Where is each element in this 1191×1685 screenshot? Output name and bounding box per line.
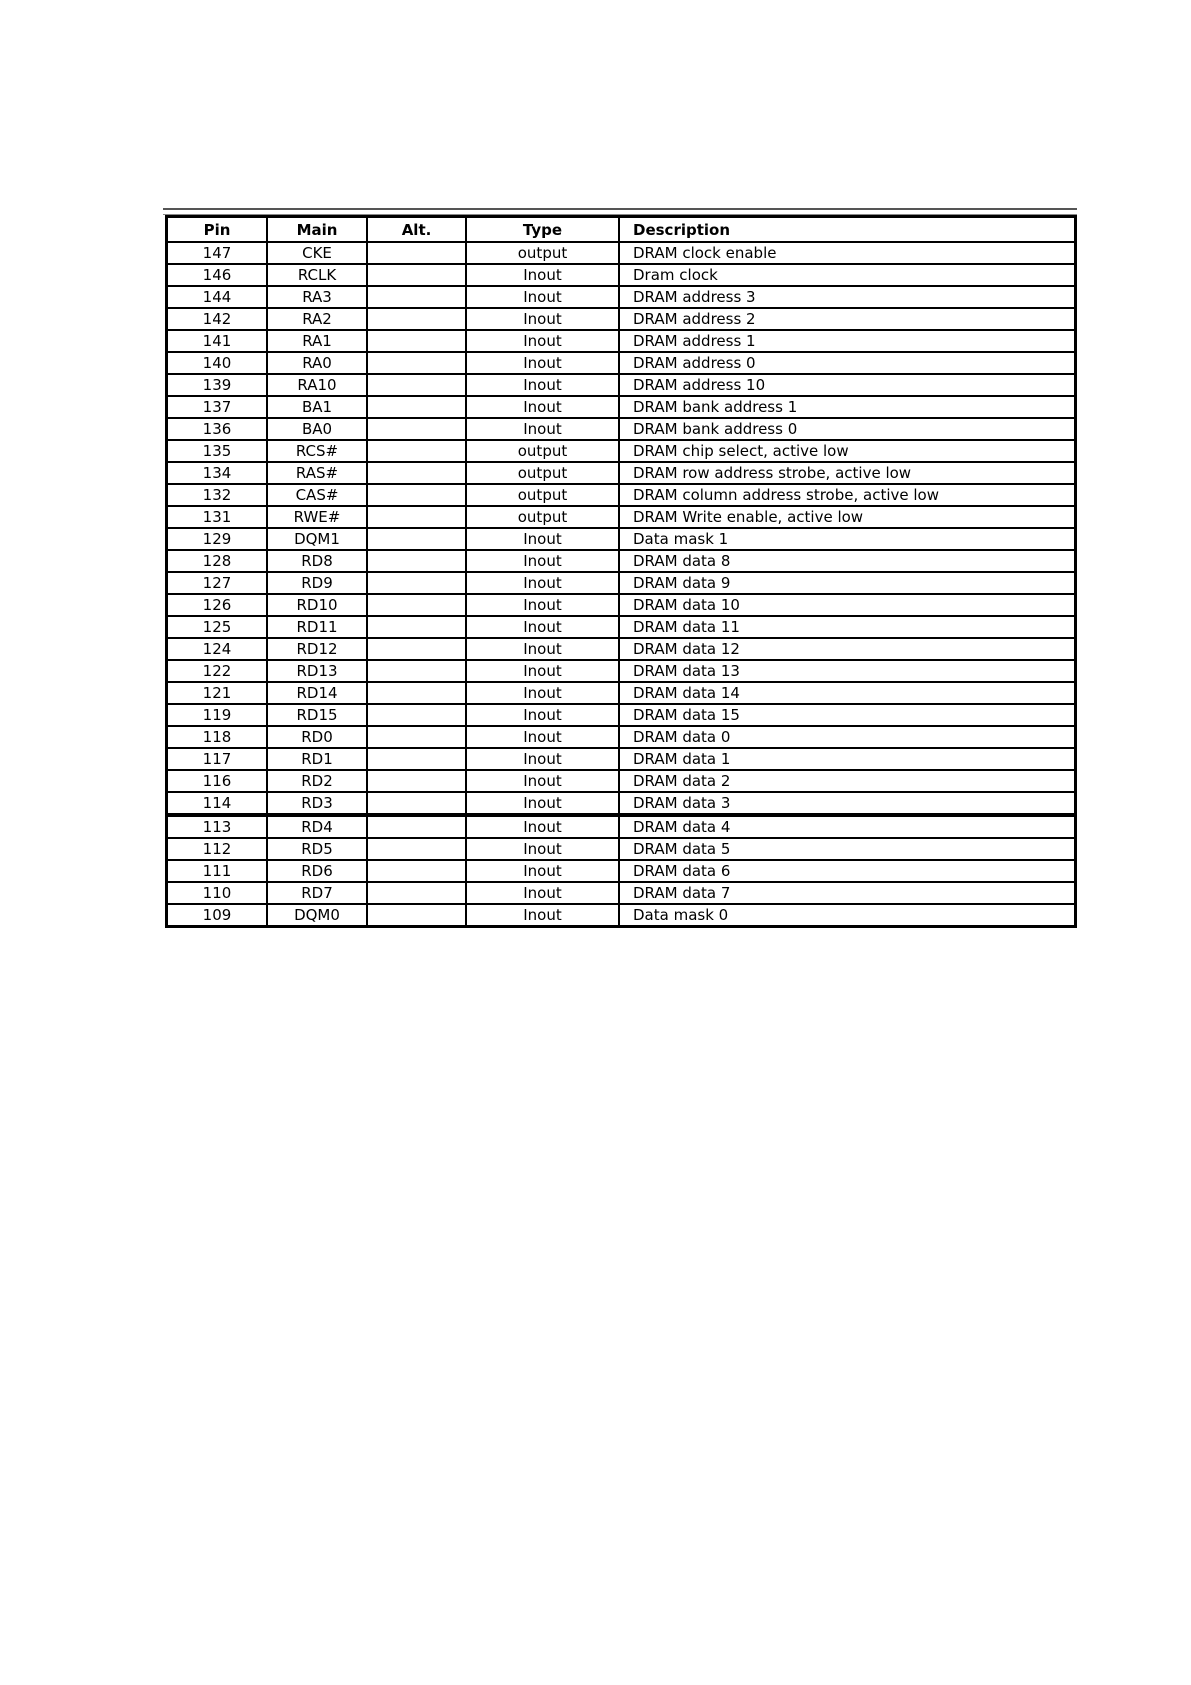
cell-description: DRAM data 2 (619, 770, 1076, 792)
cell-description: DRAM data 0 (619, 726, 1076, 748)
cell-type: Inout (466, 308, 619, 330)
cell-description: Dram clock (619, 264, 1076, 286)
cell-description: DRAM data 12 (619, 638, 1076, 660)
cell-pin: 140 (167, 352, 268, 374)
cell-description: DRAM column address strobe, active low (619, 484, 1076, 506)
cell-alt (367, 550, 466, 572)
pin-table-container (165, 208, 1077, 928)
cell-pin: 137 (167, 396, 268, 418)
table-row (167, 264, 1076, 286)
cell-type: Inout (466, 770, 619, 792)
table-row (167, 528, 1076, 550)
cell-type: Inout (466, 748, 619, 770)
table-row (167, 704, 1076, 726)
table-row (167, 242, 1076, 264)
table-row (167, 374, 1076, 396)
cell-pin: 121 (167, 682, 268, 704)
cell-type: Inout (466, 815, 619, 838)
cell-type: Inout (466, 528, 619, 550)
cell-main: RD10 (267, 594, 367, 616)
cell-main: RAS# (267, 462, 367, 484)
cell-description: Data mask 0 (619, 904, 1076, 927)
cell-alt (367, 660, 466, 682)
cell-type: output (466, 506, 619, 528)
cell-description: DRAM data 7 (619, 882, 1076, 904)
table-row (167, 594, 1076, 616)
cell-description: DRAM data 4 (619, 815, 1076, 838)
cell-alt (367, 242, 466, 264)
cell-pin: 118 (167, 726, 268, 748)
cell-type: Inout (466, 616, 619, 638)
table-row (167, 286, 1076, 308)
cell-main: RD0 (267, 726, 367, 748)
cell-type: Inout (466, 882, 619, 904)
cell-type: output (466, 242, 619, 264)
header-type: Type (466, 217, 619, 243)
cell-main: RD13 (267, 660, 367, 682)
cell-alt (367, 308, 466, 330)
cell-type: output (466, 484, 619, 506)
header-alt: Alt. (367, 217, 466, 243)
table-row (167, 770, 1076, 792)
cell-main: RD2 (267, 770, 367, 792)
table-row (167, 682, 1076, 704)
cell-main: RCS# (267, 440, 367, 462)
cell-description: DRAM address 10 (619, 374, 1076, 396)
cell-main: RD9 (267, 572, 367, 594)
cell-description: DRAM bank address 1 (619, 396, 1076, 418)
cell-description: DRAM data 1 (619, 748, 1076, 770)
cell-alt (367, 704, 466, 726)
cell-main: RD4 (267, 815, 367, 838)
cell-description: DRAM data 14 (619, 682, 1076, 704)
cell-type: Inout (466, 682, 619, 704)
cell-description: DRAM address 1 (619, 330, 1076, 352)
cell-alt (367, 286, 466, 308)
table-row (167, 726, 1076, 748)
cell-pin: 134 (167, 462, 268, 484)
table-row (167, 748, 1076, 770)
table-row (167, 904, 1076, 927)
cell-alt (367, 838, 466, 860)
top-rule-divider (163, 208, 1077, 215)
cell-pin: 136 (167, 418, 268, 440)
cell-type: Inout (466, 550, 619, 572)
table-row (167, 352, 1076, 374)
cell-type: Inout (466, 904, 619, 927)
cell-alt (367, 440, 466, 462)
pin-table (165, 215, 1077, 928)
cell-type: Inout (466, 418, 619, 440)
cell-pin: 146 (167, 264, 268, 286)
cell-alt (367, 904, 466, 927)
cell-pin: 131 (167, 506, 268, 528)
cell-main: DQM1 (267, 528, 367, 550)
cell-description: DRAM data 6 (619, 860, 1076, 882)
pin-table-body (167, 242, 1076, 927)
cell-description: DRAM Write enable, active low (619, 506, 1076, 528)
table-row (167, 838, 1076, 860)
cell-type: Inout (466, 396, 619, 418)
cell-description: DRAM data 5 (619, 838, 1076, 860)
cell-description: DRAM row address strobe, active low (619, 462, 1076, 484)
cell-alt (367, 792, 466, 815)
table-row (167, 792, 1076, 815)
cell-pin: 142 (167, 308, 268, 330)
cell-description: DRAM address 0 (619, 352, 1076, 374)
cell-alt (367, 352, 466, 374)
cell-pin: 112 (167, 838, 268, 860)
cell-pin: 122 (167, 660, 268, 682)
cell-alt (367, 330, 466, 352)
header-row (167, 217, 1076, 243)
cell-description: DRAM data 10 (619, 594, 1076, 616)
table-row (167, 418, 1076, 440)
cell-pin: 113 (167, 815, 268, 838)
cell-pin: 109 (167, 904, 268, 927)
cell-description: Data mask 1 (619, 528, 1076, 550)
cell-alt (367, 484, 466, 506)
table-row (167, 638, 1076, 660)
cell-main: RWE# (267, 506, 367, 528)
cell-type: Inout (466, 638, 619, 660)
table-row (167, 550, 1076, 572)
header-description: Description (619, 217, 1076, 243)
cell-description: DRAM data 13 (619, 660, 1076, 682)
table-row (167, 815, 1076, 838)
cell-main: RD3 (267, 792, 367, 815)
cell-main: RD5 (267, 838, 367, 860)
cell-type: Inout (466, 352, 619, 374)
cell-type: Inout (466, 374, 619, 396)
cell-type: Inout (466, 704, 619, 726)
cell-alt (367, 860, 466, 882)
cell-type: Inout (466, 264, 619, 286)
cell-description: DRAM address 3 (619, 286, 1076, 308)
cell-pin: 135 (167, 440, 268, 462)
cell-pin: 116 (167, 770, 268, 792)
cell-pin: 144 (167, 286, 268, 308)
cell-main: RD11 (267, 616, 367, 638)
table-row (167, 882, 1076, 904)
cell-main: CAS# (267, 484, 367, 506)
cell-pin: 114 (167, 792, 268, 815)
cell-alt (367, 748, 466, 770)
cell-alt (367, 572, 466, 594)
cell-main: RA2 (267, 308, 367, 330)
cell-alt (367, 396, 466, 418)
cell-alt (367, 528, 466, 550)
cell-description: DRAM data 3 (619, 792, 1076, 815)
cell-alt (367, 770, 466, 792)
cell-alt (367, 462, 466, 484)
pin-table-header (167, 217, 1076, 243)
cell-main: RD12 (267, 638, 367, 660)
cell-type: output (466, 440, 619, 462)
cell-type: Inout (466, 838, 619, 860)
table-row (167, 484, 1076, 506)
cell-type: Inout (466, 572, 619, 594)
cell-pin: 117 (167, 748, 268, 770)
header-pin: Pin (167, 217, 268, 243)
cell-description: DRAM data 11 (619, 616, 1076, 638)
cell-description: DRAM clock enable (619, 242, 1076, 264)
cell-pin: 128 (167, 550, 268, 572)
cell-main: CKE (267, 242, 367, 264)
cell-alt (367, 726, 466, 748)
cell-alt (367, 815, 466, 838)
table-row (167, 308, 1076, 330)
table-row (167, 440, 1076, 462)
cell-pin: 124 (167, 638, 268, 660)
table-row (167, 506, 1076, 528)
cell-alt (367, 506, 466, 528)
cell-description: DRAM data 8 (619, 550, 1076, 572)
table-row (167, 616, 1076, 638)
cell-description: DRAM data 9 (619, 572, 1076, 594)
cell-description: DRAM chip select, active low (619, 440, 1076, 462)
cell-description: DRAM address 2 (619, 308, 1076, 330)
cell-pin: 110 (167, 882, 268, 904)
table-row (167, 330, 1076, 352)
cell-alt (367, 594, 466, 616)
cell-pin: 127 (167, 572, 268, 594)
cell-pin: 141 (167, 330, 268, 352)
cell-main: RD8 (267, 550, 367, 572)
table-row (167, 396, 1076, 418)
cell-pin: 147 (167, 242, 268, 264)
cell-main: RA0 (267, 352, 367, 374)
cell-pin: 132 (167, 484, 268, 506)
table-row (167, 660, 1076, 682)
cell-main: RD6 (267, 860, 367, 882)
cell-pin: 119 (167, 704, 268, 726)
cell-main: RA10 (267, 374, 367, 396)
cell-main: RD1 (267, 748, 367, 770)
cell-type: Inout (466, 792, 619, 815)
cell-main: DQM0 (267, 904, 367, 927)
cell-alt (367, 638, 466, 660)
cell-main: RA3 (267, 286, 367, 308)
cell-type: output (466, 462, 619, 484)
cell-description: DRAM bank address 0 (619, 418, 1076, 440)
header-main: Main (267, 217, 367, 243)
cell-alt (367, 616, 466, 638)
cell-type: Inout (466, 726, 619, 748)
cell-main: RD14 (267, 682, 367, 704)
cell-description: DRAM data 15 (619, 704, 1076, 726)
cell-alt (367, 418, 466, 440)
table-row (167, 860, 1076, 882)
cell-alt (367, 374, 466, 396)
cell-main: BA1 (267, 396, 367, 418)
cell-pin: 111 (167, 860, 268, 882)
cell-type: Inout (466, 860, 619, 882)
cell-alt (367, 882, 466, 904)
cell-alt (367, 682, 466, 704)
cell-pin: 125 (167, 616, 268, 638)
cell-alt (367, 264, 466, 286)
cell-main: RCLK (267, 264, 367, 286)
cell-pin: 129 (167, 528, 268, 550)
cell-type: Inout (466, 660, 619, 682)
cell-main: RA1 (267, 330, 367, 352)
cell-pin: 126 (167, 594, 268, 616)
table-row (167, 462, 1076, 484)
cell-pin: 139 (167, 374, 268, 396)
cell-type: Inout (466, 330, 619, 352)
cell-main: RD7 (267, 882, 367, 904)
cell-type: Inout (466, 594, 619, 616)
table-row (167, 572, 1076, 594)
cell-main: RD15 (267, 704, 367, 726)
cell-type: Inout (466, 286, 619, 308)
cell-main: BA0 (267, 418, 367, 440)
